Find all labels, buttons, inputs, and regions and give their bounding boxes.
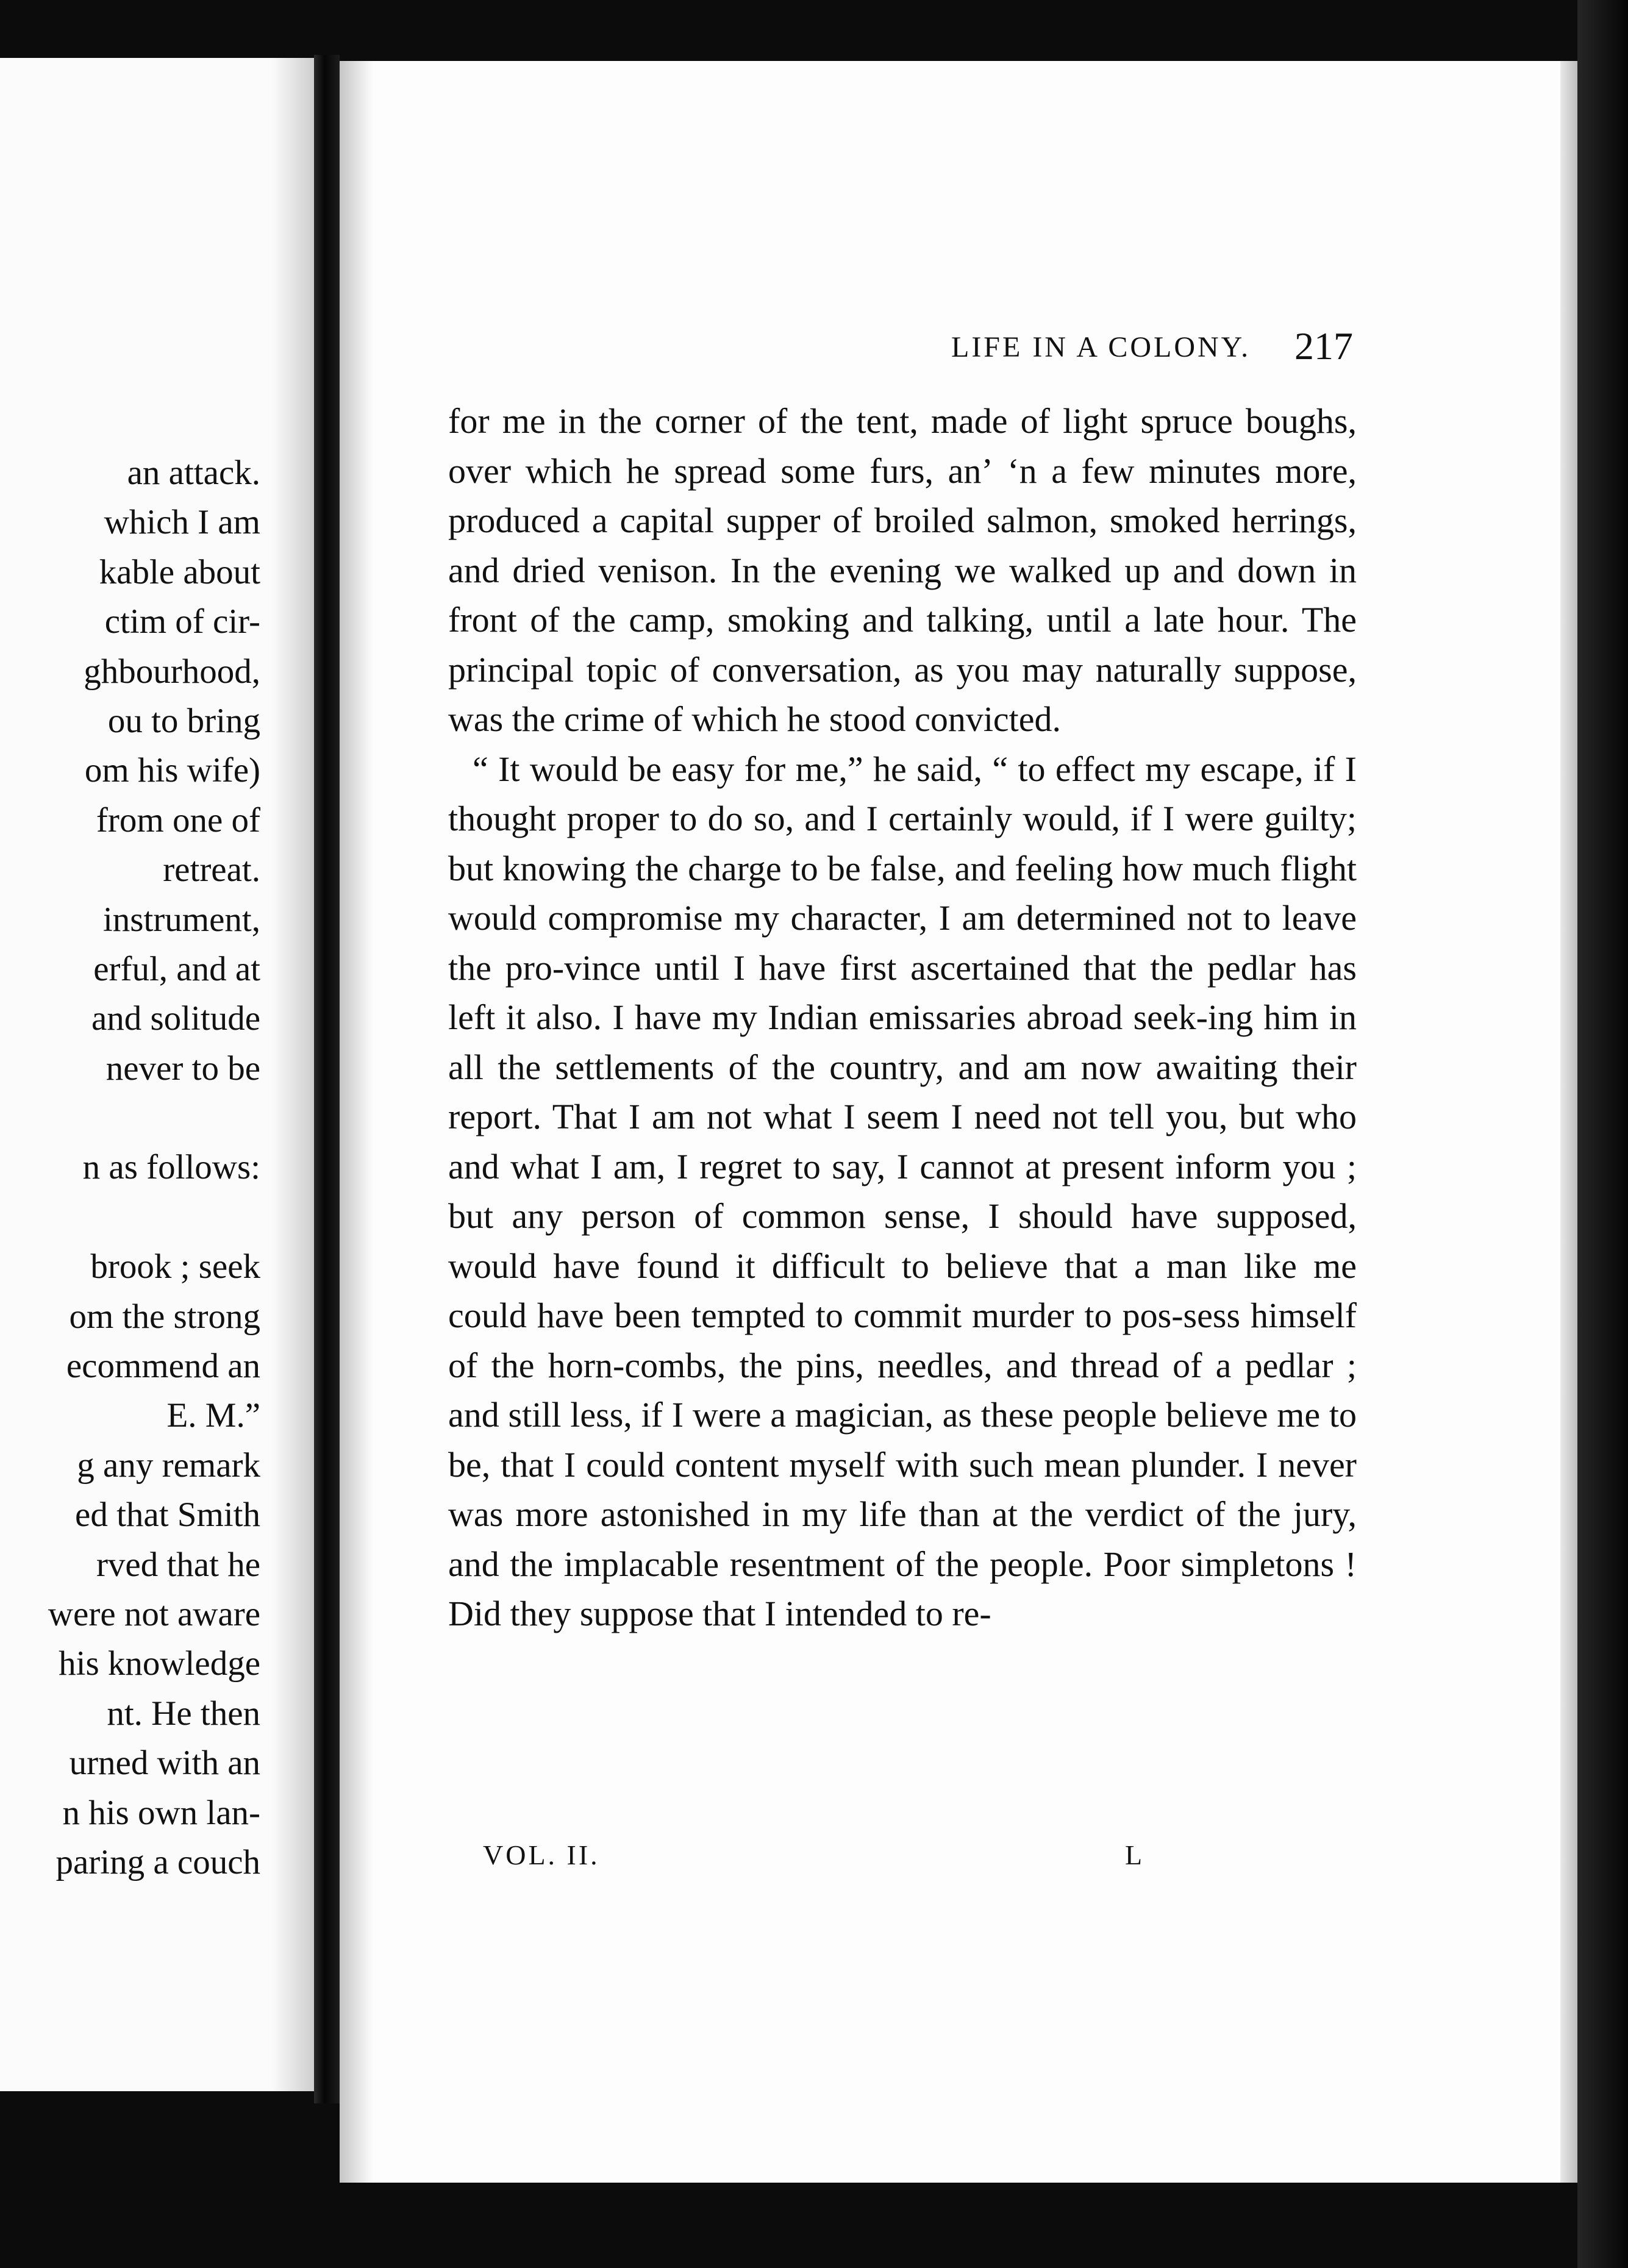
running-head: LIFE IN A COLONY. bbox=[951, 331, 1251, 363]
left-page-line: ctim of cir- bbox=[104, 602, 260, 641]
left-page-line: his knowledge bbox=[59, 1644, 260, 1683]
left-page-line: and solitude bbox=[91, 999, 260, 1038]
left-page-line: which I am bbox=[104, 503, 260, 542]
left-page-line: E. M.” bbox=[166, 1396, 260, 1435]
left-page-line: nt. He then bbox=[107, 1694, 260, 1733]
page-edge bbox=[1560, 61, 1577, 2183]
paragraph: “ It would be easy for me,” he said, “ to effect my escape, if I thought proper to do so, and I certainly would, if I were guilty; but knowing the charge to be false, and feeling how much flight would compromise my character, I am determined not to leave the pro-vince until I have first ascertained that the pedlar has left it also. I have my Indian emissaries abroad seek-ing him in all the settlements of the country, and am now awaiting their report. That I am not what I seem I need not tell you, but who and what I am, I regret to say, I cannot at present inform you ; but any person of common sense, I should have supposed, would have found it difficult to believe that a man like me could have been tempted to commit murder to pos-sess himself of the horn-combs, the pins, needles, and thread of a pedlar ; and still less, if I were a magician, as these people believe me to be, that I could content myself with such mean plunder. I never was more astonished in my life than at the verdict of the jury, and the implacable resentment of the people. Poor simpletons ! Did they suppose that I intended to re- bbox=[448, 749, 1357, 1633]
left-page-text bbox=[0, 448, 260, 1887]
right-page bbox=[340, 61, 1577, 2183]
body-text bbox=[448, 396, 1357, 1639]
left-page-line: rved that he bbox=[96, 1545, 260, 1584]
left-page-line: an attack. bbox=[127, 454, 260, 492]
paragraph: for me in the corner of the tent, made of light spruce boughs, over which he spread some furs, anʼ ʻn a few minutes more, produced a capital supper of broiled salmon, smoked herrings, and dried venison. In the evening we walked up and down in front of the camp, smoking and talking, until a late hour. The principal topic of conversation, as you may naturally suppose, was the crime of which he stood convicted. bbox=[448, 401, 1357, 739]
left-page-line: n as follows: bbox=[82, 1148, 260, 1187]
volume-signature: VOL. II. bbox=[483, 1839, 600, 1870]
left-facing-page bbox=[0, 58, 314, 2091]
scan-border bbox=[1577, 0, 1628, 2268]
left-page-line: never to be bbox=[105, 1049, 260, 1088]
left-page-line: om the strong bbox=[69, 1297, 260, 1336]
left-page-line: brook ; seek bbox=[90, 1247, 260, 1286]
left-page-line: ghbourhood, bbox=[84, 652, 260, 691]
left-page-line: were not aware bbox=[48, 1594, 260, 1633]
left-page-line: n his own lan- bbox=[62, 1793, 260, 1832]
left-page-gutter-shadow bbox=[271, 58, 314, 2091]
left-page-line: ed that Smith bbox=[75, 1496, 260, 1535]
right-page-gutter-shadow bbox=[340, 61, 373, 2183]
left-page-line: ecommend an bbox=[66, 1347, 260, 1386]
left-page-line bbox=[0, 1093, 260, 1143]
left-page-line: from one of bbox=[96, 801, 260, 840]
left-page-line: instrument, bbox=[102, 900, 260, 939]
left-page-line: paring a couch bbox=[55, 1842, 260, 1881]
left-page-line bbox=[0, 1193, 260, 1242]
left-page-line: ou to bring bbox=[107, 701, 260, 740]
left-page-line: kable about bbox=[99, 552, 260, 591]
left-page-line: om his wife) bbox=[84, 751, 260, 790]
left-page-line: retreat. bbox=[163, 850, 260, 890]
left-page-line: erful, and at bbox=[93, 949, 260, 988]
page-number: 217 bbox=[1294, 324, 1353, 368]
left-page-line: urned with an bbox=[69, 1744, 260, 1783]
signature-mark: L bbox=[1125, 1839, 1143, 1870]
book-binding bbox=[314, 55, 340, 2103]
left-page-line: g any remark bbox=[77, 1446, 260, 1485]
